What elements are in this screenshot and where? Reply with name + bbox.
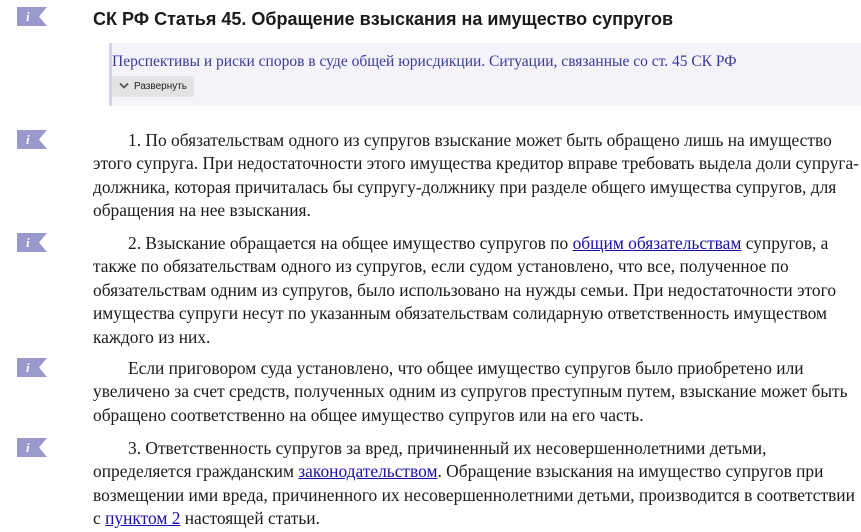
paragraph-text: 3. Ответственность супругов за вред, причиненный их несовершеннолетними детьми, определяется гражданским [93, 438, 767, 482]
paragraph-2 [93, 232, 861, 349]
paragraph-text: настоящей статьи. [180, 508, 320, 529]
paragraph-1 [93, 129, 861, 223]
svg-text:i: i [26, 440, 30, 455]
link-common-obligations[interactable]: общим обязательствам [572, 233, 742, 253]
paragraph-3 [93, 357, 861, 427]
link-point-2[interactable]: пунктом 2 [105, 508, 181, 529]
info-flag-icon[interactable] [17, 438, 47, 457]
paragraph-text: Если приговором суда установлено, что общее имущество супругов было приобретено или увеличено за счет средств, полученных одним из супругов преступным путем, взыскание может быть обращено соответственно на общее имущество супругов или на его часть. [93, 358, 848, 425]
summary-text[interactable]: Перспективы и риски споров в суде общей юрисдикции. Ситуации, связанные со ст. 45 СК РФ [112, 53, 737, 70]
expand-button-label: Развернуть [134, 81, 188, 92]
paragraph-text: . Обращение взыскания на имущество супругов при возмещении ими вреда, причиненного их несовершеннолетними детьми, производится в соответствии с [93, 461, 855, 529]
svg-text:i: i [26, 9, 30, 24]
page-title: СК РФ Статья 45. Обращение взыскания на имущество супругов [93, 9, 674, 29]
expand-button[interactable] [112, 76, 194, 97]
link-legislation[interactable]: законодательством [298, 461, 438, 482]
paragraph-text: 2. Взыскание обращается на общее имущество супругов по [128, 233, 573, 253]
info-flag-icon[interactable] [17, 130, 47, 149]
summary-box [109, 43, 861, 106]
info-flag-icon[interactable] [17, 233, 47, 252]
info-flag-icon[interactable] [17, 358, 47, 377]
svg-text:i: i [26, 360, 30, 375]
paragraph-text: 1. По обязательствам одного из супругов взыскание может быть обращено лишь на имущество этого супруга. При недостаточности этого имущества кредитор вправе требовать выдела доли супруга-должника, которая причиталась бы супругу-должнику при разделе общего имущества супругов, для обращения на нее взыскания. [93, 130, 859, 221]
svg-text:i: i [26, 132, 30, 147]
chevron-down-icon [119, 82, 129, 90]
paragraph-text: супругов, а также по обязательствам одного из супругов, если судом установлено, что все, полученное по обязательствам одним из супругов, было использовано на нужды семьи. При недостаточности этого имущества супруги несут по указанным обязательствам солидарную ответственность имуществом каждого из них. [93, 233, 837, 347]
info-flag-icon[interactable] [17, 7, 47, 26]
svg-text:i: i [26, 235, 30, 250]
paragraph-4 [93, 437, 861, 531]
